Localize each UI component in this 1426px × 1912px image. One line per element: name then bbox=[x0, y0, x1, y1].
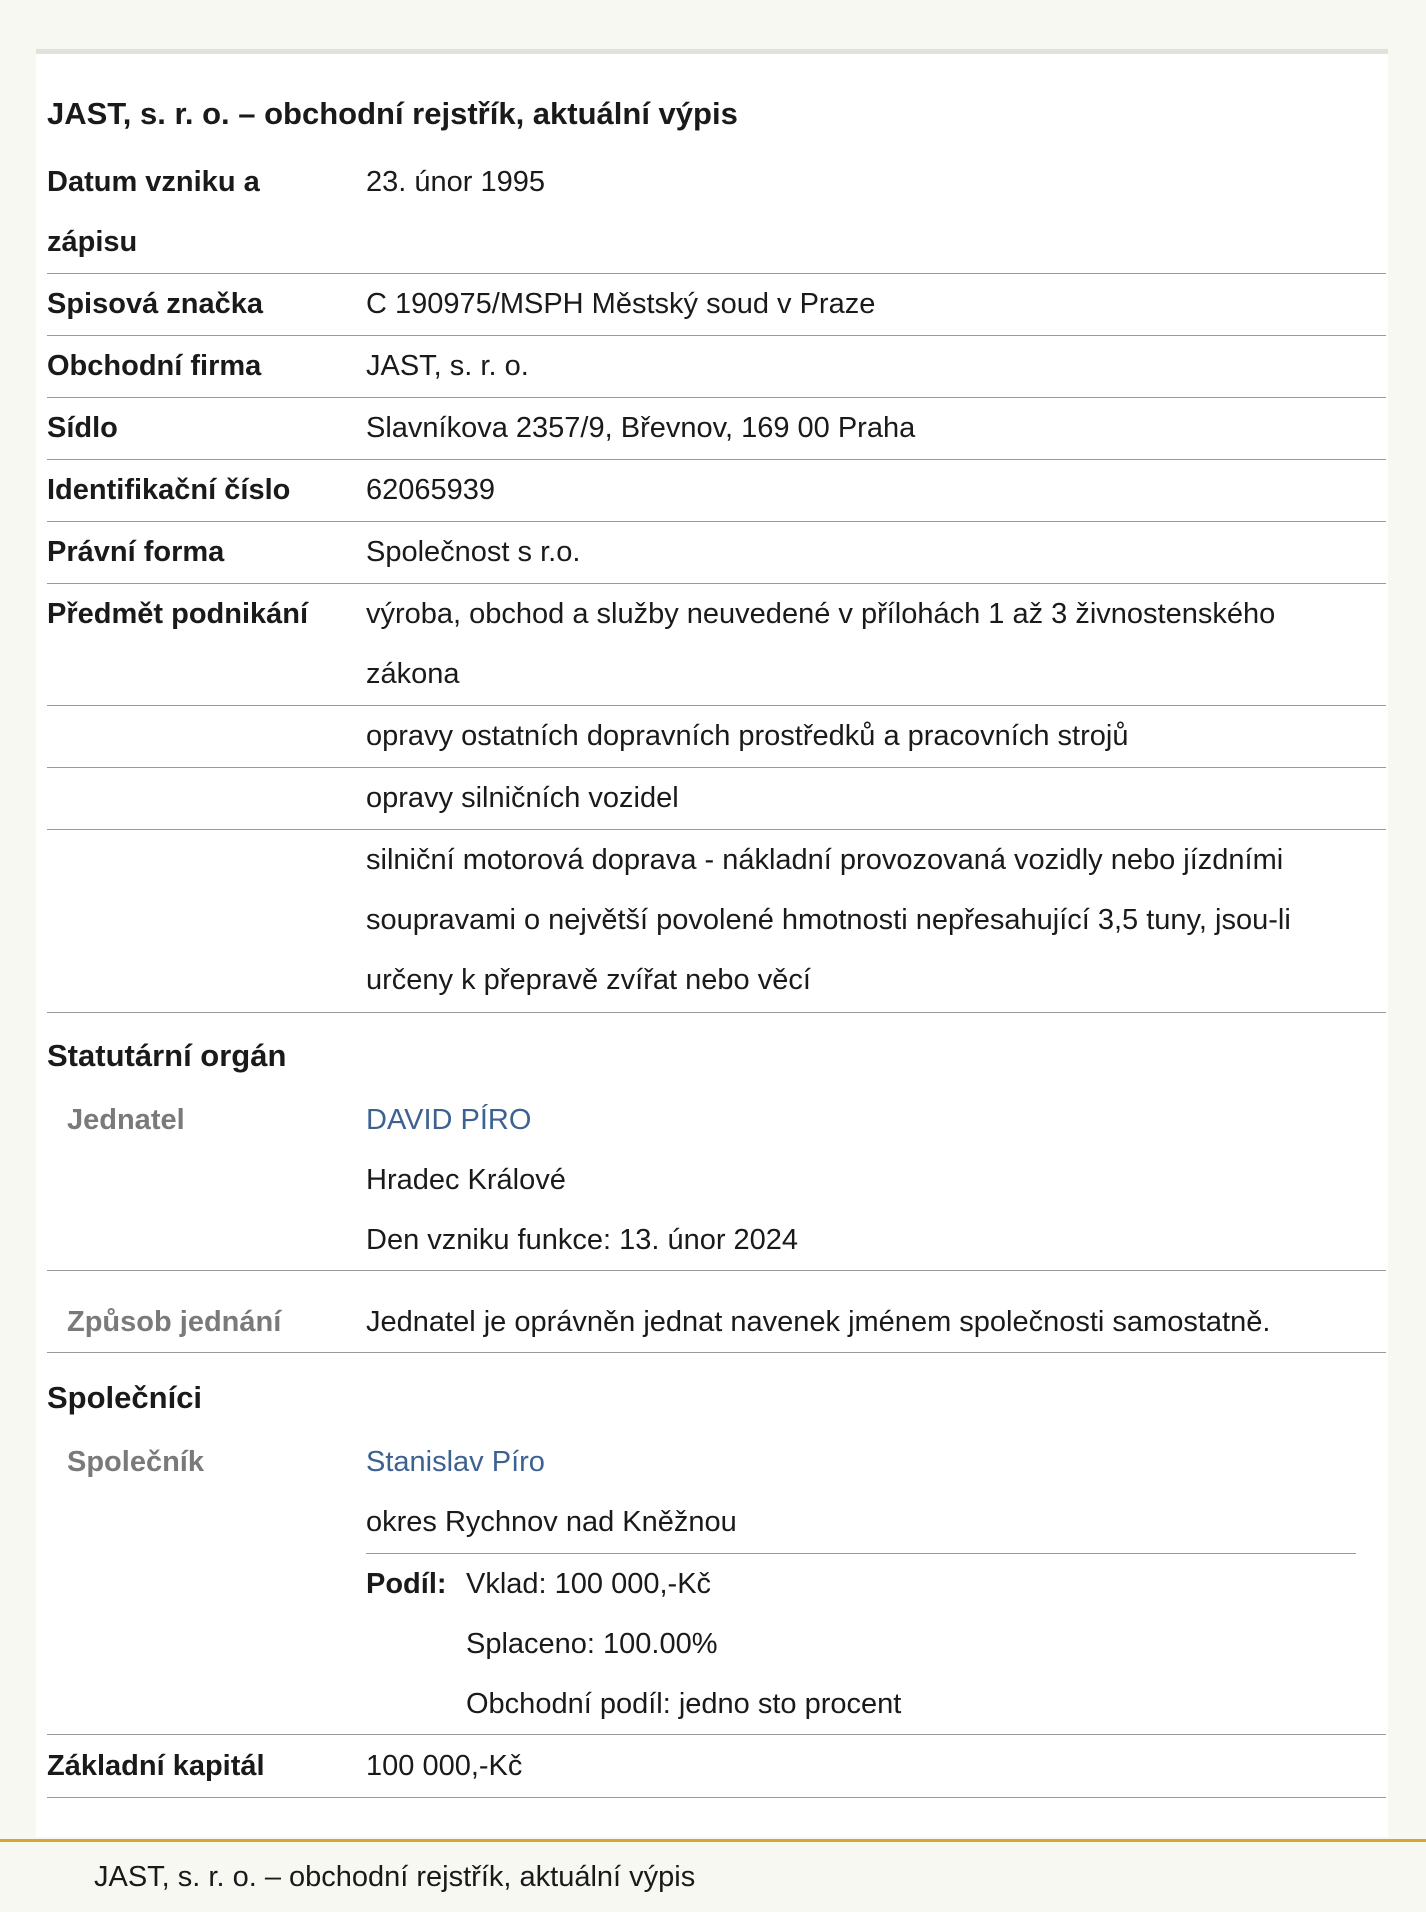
row-sidlo bbox=[47, 398, 1386, 460]
row-label: Obchodní firma bbox=[47, 350, 262, 382]
jednatel-since: Den vzniku funkce: 13. únor 2024 bbox=[366, 1224, 799, 1256]
row-label: Sídlo bbox=[47, 412, 118, 444]
podil-splaceno: Splaceno: 100.00% bbox=[466, 1628, 718, 1660]
section-spolecnici: Společníci bbox=[47, 1380, 203, 1415]
row-predmet-podnikani bbox=[47, 584, 1386, 706]
row-predmet-item bbox=[47, 706, 1386, 768]
footer-text: JAST, s. r. o. – obchodní rejstřík, aktuální výpis bbox=[94, 1861, 696, 1893]
row-pravni-forma bbox=[47, 522, 1386, 584]
spolecnik-district: okres Rychnov nad Kněžnou bbox=[366, 1506, 737, 1538]
row-jednatel bbox=[47, 1090, 1386, 1271]
row-label: Spisová značka bbox=[47, 288, 263, 320]
section-statutarni-organ: Statutární orgán bbox=[47, 1038, 287, 1073]
row-value: 62065939 bbox=[366, 474, 496, 506]
row-label: Předmět podnikání bbox=[47, 598, 309, 630]
podil-obchodni: Obchodní podíl: jedno sto procent bbox=[466, 1688, 902, 1720]
podil-vklad: Vklad: 100 000,-Kč bbox=[466, 1568, 712, 1600]
footer-divider bbox=[0, 1839, 1426, 1842]
row-spisova-znacka bbox=[47, 274, 1386, 336]
predmet-item: silniční motorová doprava - nákladní provozovaná vozidly nebo jízdními soupravami o největší povolené hmotnosti nepřesahující 3,5 tuny, jsou-li určeny k přepravě zvířat nebo věcí bbox=[366, 844, 1291, 996]
row-zpusob-jednani bbox=[47, 1292, 1386, 1353]
row-value: C 190975/MSPH Městský soud v Praze bbox=[366, 288, 876, 320]
row-value: 100 000,-Kč bbox=[366, 1750, 523, 1782]
zpusob-label: Způsob jednání bbox=[67, 1306, 282, 1338]
spolecnik-name-link[interactable]: Stanislav Píro bbox=[366, 1446, 545, 1478]
zpusob-value: Jednatel je oprávněn jednat navenek jménem společnosti samostatně. bbox=[366, 1306, 1271, 1338]
row-label: Identifikační číslo bbox=[47, 474, 291, 506]
jednatel-label: Jednatel bbox=[67, 1104, 185, 1136]
row-datum-vzniku bbox=[47, 152, 1386, 274]
row-obchodni-firma bbox=[47, 336, 1386, 398]
spolecnik-label: Společník bbox=[67, 1446, 204, 1478]
podil-label: Podíl: bbox=[366, 1568, 447, 1600]
row-label: Datum vzniku a zápisu bbox=[47, 166, 260, 258]
row-predmet-item bbox=[47, 768, 1386, 830]
row-label: Právní forma bbox=[47, 536, 225, 568]
row-value: JAST, s. r. o. bbox=[366, 350, 529, 382]
row-value: 23. únor 1995 bbox=[366, 166, 545, 198]
row-value: Slavníkova 2357/9, Břevnov, 169 00 Praha bbox=[366, 412, 916, 444]
predmet-item: opravy silničních vozidel bbox=[366, 782, 679, 814]
predmet-item: výroba, obchod a služby neuvedené v přílohách 1 až 3 živnostenského zákona bbox=[366, 598, 1276, 690]
jednatel-city: Hradec Králové bbox=[366, 1164, 566, 1196]
jednatel-name-link[interactable]: DAVID PÍRO bbox=[366, 1104, 532, 1136]
row-zakladni-kapital bbox=[47, 1736, 1386, 1798]
row-value: Společnost s r.o. bbox=[366, 536, 581, 568]
row-identifikacni-cislo bbox=[47, 460, 1386, 522]
row-label: Základní kapitál bbox=[47, 1750, 265, 1782]
row-predmet-item bbox=[47, 830, 1386, 1013]
predmet-item: opravy ostatních dopravních prostředků a pracovních strojů bbox=[366, 720, 1129, 752]
page-title: JAST, s. r. o. – obchodní rejstřík, aktuální výpis bbox=[47, 96, 738, 131]
